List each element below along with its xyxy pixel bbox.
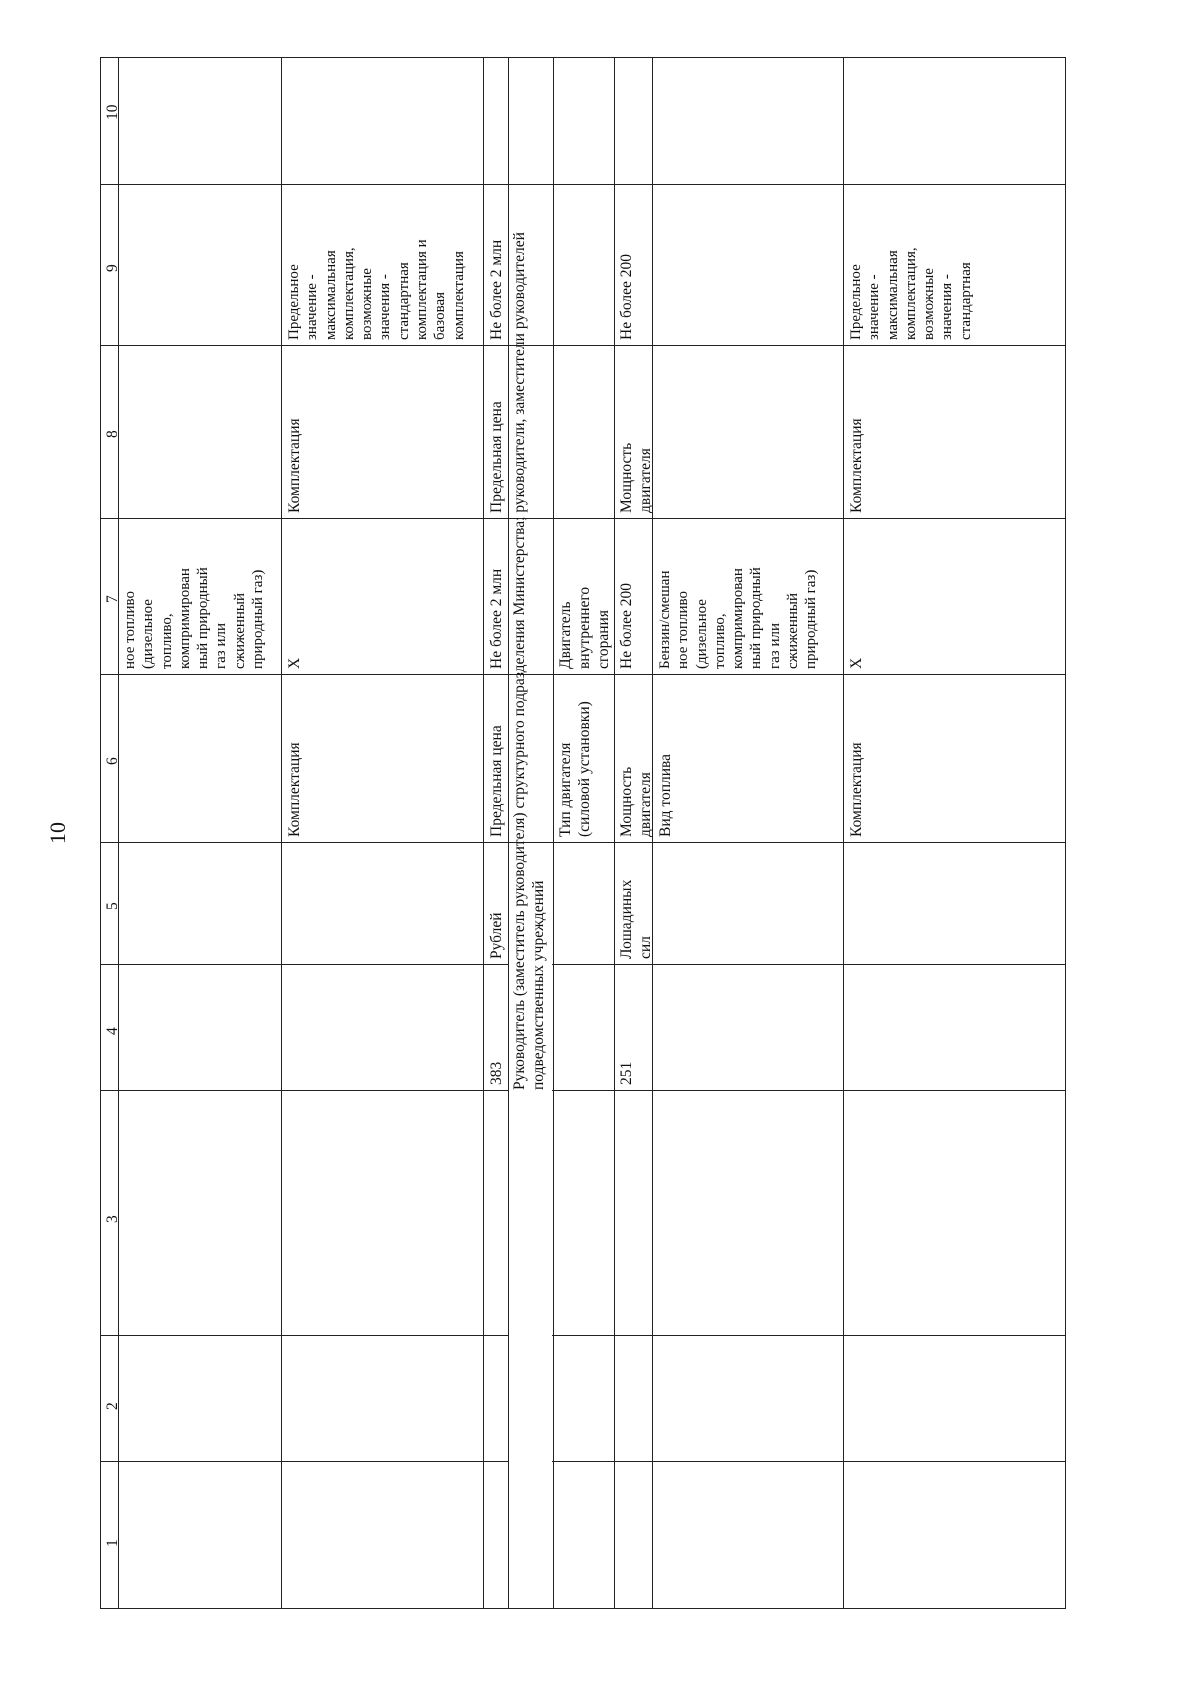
row-separator-7 xyxy=(843,58,844,1608)
cell-line: (силовой установки) xyxy=(576,701,593,837)
col-separator-8-7 xyxy=(101,518,1065,519)
cell-line: комплектация, xyxy=(340,247,357,340)
cell-line: сил xyxy=(637,936,654,959)
r1-col7-text xyxy=(121,567,267,669)
cell-line: двигателя xyxy=(637,448,654,513)
cell-line: комплектация xyxy=(450,251,467,340)
cell-line: Мощность xyxy=(618,442,635,513)
col-separator-5-4-a xyxy=(101,964,509,965)
col-separator-4-3-b xyxy=(552,1090,1065,1091)
cell-line: двигателя xyxy=(637,772,654,837)
cell-line: возможные xyxy=(921,268,938,340)
cell-line: внутреннего xyxy=(576,586,593,669)
cell-line: компримирован xyxy=(730,568,747,669)
cell-line: стандартная xyxy=(957,262,974,340)
col-separator-4-3-a xyxy=(101,1090,509,1091)
cell-line: компримирован xyxy=(176,568,193,669)
cell-line: Тип двигателя xyxy=(557,742,574,837)
cell-line: газ или xyxy=(213,622,230,669)
row-separator-4 xyxy=(553,58,554,1608)
cell-line: топливо, xyxy=(158,613,175,669)
cell-line: природный газ) xyxy=(250,569,267,669)
cell-line: сжиженный xyxy=(785,592,802,669)
col-separator-3-2-b xyxy=(552,1335,1065,1336)
row-separator-1 xyxy=(281,58,282,1608)
col-separator-2-1-a xyxy=(101,1461,509,1462)
cell-line: Лошадиных xyxy=(618,879,635,959)
col-separator-5-4-b xyxy=(552,964,1065,965)
cell-line: значения - xyxy=(939,274,956,340)
cell-line: Вид топлива xyxy=(657,753,674,837)
cell-line: природный газ) xyxy=(803,569,820,669)
cell-line: комплектация, xyxy=(902,247,919,340)
page-number: 10 xyxy=(45,822,70,844)
col-separator-3-2-a xyxy=(101,1335,509,1336)
cell-line: 251 xyxy=(618,1061,635,1085)
cell-line: комплектация и xyxy=(414,239,431,340)
cell-line: ное топливо xyxy=(675,591,692,669)
cell-line: (дизельное xyxy=(693,599,710,669)
cell-line: X xyxy=(848,657,865,669)
cell-line: Комплектация xyxy=(848,418,865,513)
spec-table: 1 2 3 4 5 6 7 8 9 10 ное топливо (дизельное топливо, компримирован ный природный газ или сжиженный природный газ) Комплектация X Комплектация Предельное значение - максимальная комплектация, возможные значения - стандартная комплектация и базовая комплектация 383 Рублей Предельная цена Не более 2 млн Предельная цена Не более 2 млн Руководитель (заместитель руководителя) структурного подразделения Министерства; руководители, заместители руководителей подведомственных учреждений Тип двигателя (силовой установки) Двигатель внутреннего сгорания 251 Лошадиных сил Мощность двигателя Не более 200 Мощность двигателя Не более 200 Вид топлива Бензин/смешан ное топливо (дизельное топливо, компримирован ный природный газ или сжиженный природный газ) Комплектация X Комплектация Предельное значение - максимальная комплектация, возможные значения - стандартная xyxy=(100,57,1066,1609)
cell-line: возможные xyxy=(359,268,376,340)
cell-line: Комплектация xyxy=(286,418,303,513)
cell-line: значение - xyxy=(866,274,883,340)
cell-line: Предельное xyxy=(286,264,302,340)
col-separator-6-5 xyxy=(101,842,1065,843)
cell-line: значения - xyxy=(377,274,394,340)
cell-line: сгорания xyxy=(595,610,612,669)
cell-line: газ или xyxy=(766,622,783,669)
cell-line: максимальная xyxy=(322,250,339,340)
cell-line: сжиженный xyxy=(231,592,248,669)
cell-line: ный природный xyxy=(195,567,212,669)
cell-line: значение - xyxy=(304,274,321,340)
col-separator-9-8 xyxy=(101,345,1065,346)
cell-line: базовая xyxy=(432,291,449,340)
cell-line: максимальная xyxy=(884,250,901,340)
cell-line: Двигатель xyxy=(557,601,574,669)
col-separator-2-1-b xyxy=(552,1461,1065,1462)
cell-line: (дизельное xyxy=(140,599,157,669)
cell-line: ный природный xyxy=(748,567,765,669)
col-separator-10-9 xyxy=(101,184,1065,185)
row-separator-2 xyxy=(483,58,484,1608)
cell-line: Руководитель (заместитель руководителя) структурного подразделения Министерства; руководители, заместители руководителей xyxy=(511,232,528,1090)
row-separator-5 xyxy=(614,58,615,1608)
cell-line: подведомственных учреждений xyxy=(530,880,547,1090)
cell-line: Не более 200 xyxy=(618,583,635,669)
cell-line: Комплектация xyxy=(848,742,865,837)
cell-line: стандартная xyxy=(395,262,412,340)
header-row-separator xyxy=(118,58,119,1608)
cell-line: Бензин/смешан xyxy=(657,570,673,669)
cell-line: ное топливо xyxy=(122,591,138,669)
col-separator-7-6 xyxy=(101,674,1065,675)
cell-line: Мощность xyxy=(618,766,635,837)
cell-line: Комплектация xyxy=(286,742,303,837)
row-separator-3 xyxy=(508,58,509,1608)
cell-line: Не более 200 xyxy=(618,254,635,340)
cell-line: топливо, xyxy=(711,613,728,669)
cell-line: Предельное xyxy=(848,264,864,340)
cell-line: X xyxy=(286,657,303,669)
